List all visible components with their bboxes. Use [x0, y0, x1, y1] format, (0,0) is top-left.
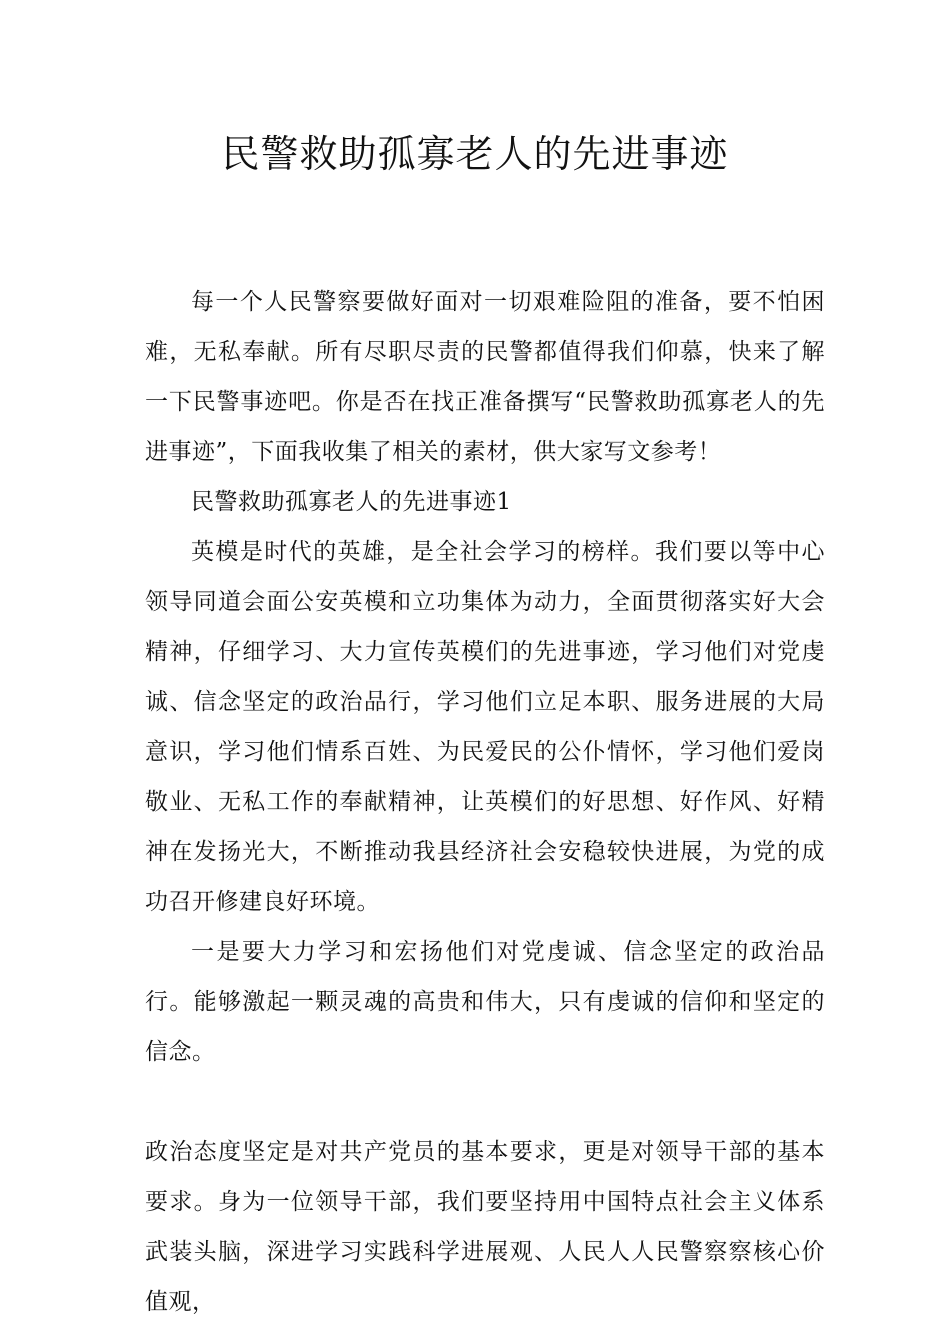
body-paragraph-2: 一是要大力学习和宏扬他们对党虔诚、信念坚定的政治品行。能够激起一颗灵魂的高贵和伟大，只有虔诚的信仰和坚定的信念。	[145, 939, 825, 1065]
section-heading: 民警救助孤寡老人的先进事迹1	[191, 489, 512, 515]
body-paragraph-3: 政治态度坚定是对共产党员的基本要求，更是对领导干部的基本要求。身为一位领导干部，我们要坚持用中国特点社会主义体系武装头脑，深进学习实践科学进展观、人民人人民警察察核心价值观，	[145, 1139, 825, 1315]
intro-paragraph: 每一个人民警察要做好面对一切艰难险阻的准备，要不怕困难，无私奉献。所有尽职尽责的民警都值得我们仰慕，快来了解一下民警事迹吧。你是否在找正准备撰写“民警救助孤寡老人的先进事迹”，下面我收集了相关的素材，供大家写文参考！	[145, 289, 825, 465]
body-paragraph-1: 英模是时代的英雄，是全社会学习的榜样。我们要以等中心领导同道会面公安英模和立功集体为动力，全面贯彻落实好大会精神，仔细学习、大力宣传英模们的先进事迹，学习他们对党虔诚、信念坚定的政治品行，学习他们立足本职、服务进展的大局意识，学习他们情系百姓、为民爱民的公仆情怀，学习他们爱岗敬业、无私工作的奉献精神，让英模们的好思想、好作风、好精神在发扬光大，不断推动我县经济社会安稳较快进展，为党的成功召开修建良好环境。	[145, 539, 825, 915]
document-title: 民警救助孤寡老人的先进事迹	[221, 132, 729, 176]
paragraph-gap	[145, 1077, 825, 1127]
document-body	[145, 277, 825, 1327]
